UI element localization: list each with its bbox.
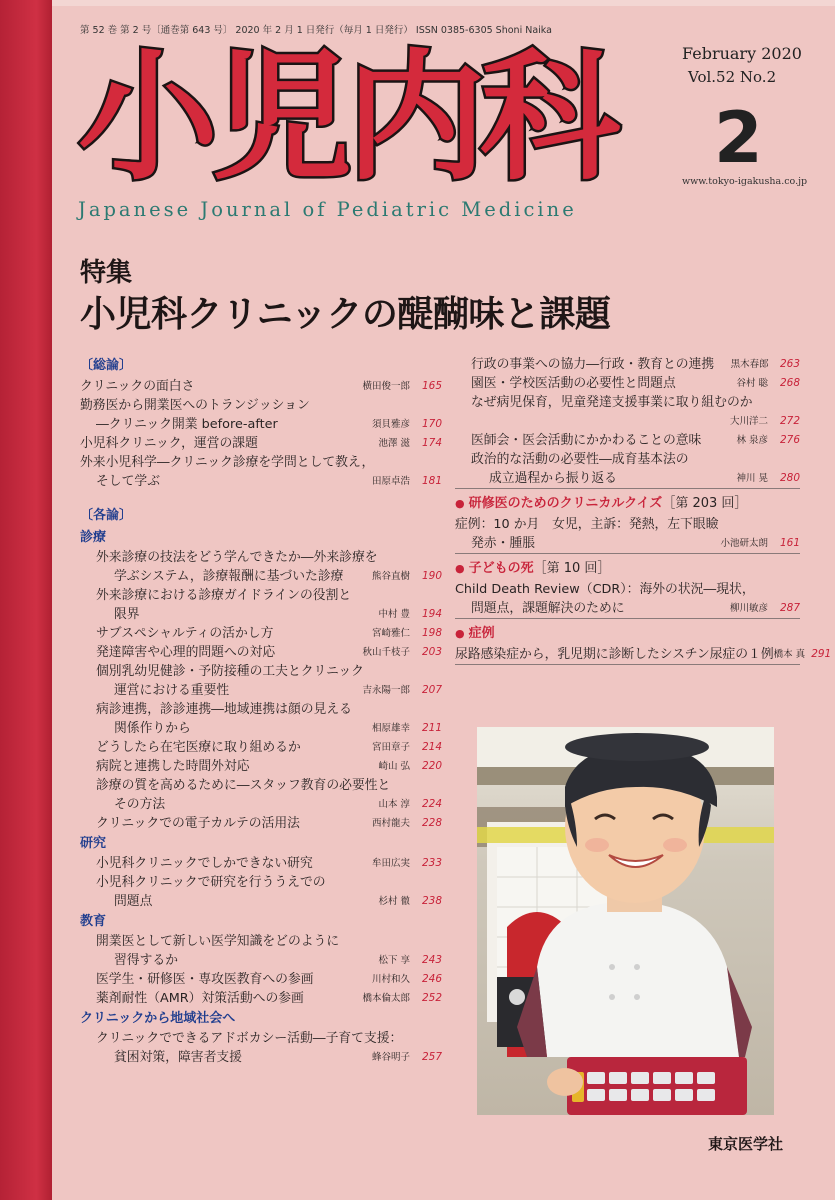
toc-right-column [455,355,832,665]
toc-entry-row [80,719,442,738]
toc-entry-row [455,645,832,664]
toc-entry-row [80,795,442,814]
toc-entry-title-line: 開業医として新しい医学知識をどのように [96,934,340,949]
bullet-icon: ● [455,497,465,510]
logo-char-3: 内 [346,37,481,200]
toc-entry-title-line: 勤務医から開業医へのトランジッション [80,398,310,413]
toc-entry [80,757,442,776]
toc-entry-page: 194 [421,608,442,620]
toc-entry-row [80,643,442,662]
toc-entry [455,355,800,374]
toc-entry-author: 須貝雅彦 [371,419,410,430]
toc-entry-title-line: 外来診療における診療ガイドラインの役割と [96,588,352,603]
toc-entry [80,453,442,491]
logo-char-2: 児 [212,37,347,200]
toc-entry-title-line: 政治的な活動の必要性―成育基本法の [471,452,689,467]
toc-category-diagnosis: 診療 [80,530,107,545]
toc-section-general: 〔総論〕 [80,358,133,373]
feature-label: 特集 [80,258,133,288]
toc-entry-author: 田原卓浩 [371,476,410,487]
toc-entry [455,393,800,431]
toc-entry [455,580,800,618]
toc-entry-title-line: 発赤・腫脹 [471,536,535,551]
child-death-title: 子どもの死 [468,561,534,576]
toc-entry-author: 横田俊一郎 [362,381,410,392]
toc-entry-page: 214 [421,741,442,753]
toc-entry-row [455,431,800,450]
toc-entry-author: 松下 享 [378,955,410,966]
toc-entry-title-line: 問題点 [114,894,153,909]
toc-entry-page: 263 [779,358,800,370]
toc-entry-author: 相原雄幸 [371,723,410,734]
toc-entry-title-line: 尿路感染症から，乳児期に診断したシスチン尿症の１例 [455,647,774,662]
toc-entry-page: 276 [779,434,800,446]
toc-entry-title-line: 病院と連携した時間外対応 [96,759,250,774]
toc-section-quiz [455,493,800,515]
toc-entry-author: 黒木春郎 [730,359,769,370]
journal-logo [78,37,615,200]
quiz-number: ［第 203 回］ [662,496,748,511]
toc-entry-title-line: クリニックでできるアドボカシー活動―子育て支援： [96,1031,403,1046]
divider [455,553,800,554]
toc-entry-title-line: そして学ぶ [96,474,160,489]
toc-entry-row [455,469,800,488]
toc-entry-row [80,434,442,453]
journal-english-title: Japanese Journal of Pediatric Medicine [78,198,577,221]
toc-entry-title-line: 限界 [114,607,140,622]
toc-entry [80,586,442,624]
toc-entry [80,873,442,911]
toc-category-community: クリニックから地域社会へ [80,1011,236,1026]
cover-photo-child-chef [477,727,774,1115]
toc-entry-title-line: 症例：10 か月 女児，主訴：発熱，左下眼瞼 [455,517,719,532]
toc-entry-page: 174 [421,437,442,449]
toc-entry-author: 熊谷直樹 [371,571,410,582]
toc-entry-row [80,377,442,396]
photo-illustration [477,727,774,1115]
toc-category-research: 研究 [80,836,107,851]
toc-section-case [455,623,800,645]
toc-entry-page: 207 [421,684,442,696]
divider [455,618,800,619]
toc-entry-page: 203 [421,646,442,658]
toc-entry-page: 190 [421,570,442,582]
cover-spine [0,0,52,1200]
toc-entry-page: 220 [421,760,442,772]
toc-entry [455,515,800,553]
toc-entry-author: 宮田章子 [371,742,410,753]
toc-entry [80,970,442,989]
toc-entry-author: 中村 豊 [378,609,410,620]
toc-entry [80,776,442,814]
toc-entry-row [80,951,442,970]
toc-entry-row [80,989,442,1008]
toc-entry-author: 牟田広実 [371,858,410,869]
toc-entry-row [80,1048,442,1067]
toc-entry-title-line: 問題点，課題解決のために [471,601,625,616]
toc-category-education: 教育 [80,914,107,929]
publisher-url: www.tokyo-igakusha.co.jp [682,176,808,187]
toc-entry [80,396,442,434]
toc-entry-author: 宮崎雅仁 [371,628,410,639]
toc-entry-row [80,681,442,700]
quiz-title: 研修医のためのクリニカルクイズ [468,496,663,511]
child-death-number: ［第 10 回］ [533,561,611,576]
toc-entry-author: 柳川敏彦 [729,603,768,614]
feature-title: 小児科クリニックの醍醐味と課題 [80,294,611,335]
logo-char-1: 小 [78,37,213,200]
toc-entry [455,645,832,664]
toc-entry-author: 橋本倫太郎 [362,993,410,1004]
toc-entry-row [80,757,442,776]
toc-entry-page: 161 [779,537,800,549]
toc-entry-title-line: 習得するか [114,953,178,968]
bullet-icon: ● [455,562,465,575]
logo-char-4: 科 [480,37,615,200]
toc-entry-author: 山本 淳 [378,799,410,810]
toc-entry-title-line: その方法 [114,797,166,812]
toc-entry-author: 大川洋二 [729,416,768,427]
toc-entry [80,989,442,1008]
toc-entry-title-line: 小児科クリニック，運営の課題 [80,436,258,451]
toc-entry [80,854,442,873]
toc-entry-page: 291 [811,648,832,660]
toc-entry-title-line: Child Death Review（CDR）：海外の状況―現状， [455,582,755,597]
toc-entry-row [80,415,442,434]
toc-entry-page: 257 [421,1051,442,1063]
case-title: 症例 [468,626,495,641]
toc-entry-page: 198 [421,627,442,639]
toc-entry-page: 170 [421,418,442,430]
toc-entry-page: 243 [421,954,442,966]
toc-entry [80,624,442,643]
toc-entry-page: 224 [421,798,442,810]
toc-entry-page: 181 [421,475,442,487]
toc-entry-row [80,892,442,911]
toc-entry-row [455,374,800,393]
toc-entry-author: 崎山 弘 [378,761,410,772]
toc-entry-page: 228 [421,817,442,829]
toc-entry [80,643,442,662]
toc-entry-title-line: 園医・学校医活動の必要性と問題点 [471,376,676,391]
toc-entry-title-line: 貧困対策，障害者支援 [114,1050,242,1065]
toc-entry-page: 272 [779,415,800,427]
toc-entry-title-line: ―クリニック開業 before-after [96,417,278,432]
divider [455,664,800,665]
toc-entry-row [80,605,442,624]
toc-entry-author: 林 泉彦 [736,435,768,446]
toc-entry-author: 吉永陽一郎 [362,685,410,696]
issue-info-line: 第 52 巻 第 2 号〔通巻第 643 号〕 2020 年 2 月 1 日発行（毎月 1 日発行） ISSN 0385-6305 Shoni Naika [80,25,552,36]
toc-entry-row [80,854,442,873]
toc-entry-page: 287 [779,602,800,614]
toc-entry [80,548,442,586]
toc-entry-title-line: 小児科クリニックで研究を行ううえでの [96,875,326,890]
toc-entry-title-line: 発達障害や心理的問題への対応 [96,645,276,660]
toc-entry-row [80,624,442,643]
toc-entry-row [80,567,442,586]
toc-entry-author: 西村龍夫 [371,818,410,829]
volume-number: Vol.52 No.2 [688,68,777,86]
toc-entry-title-line: クリニックでの電子カルテの活用法 [96,816,300,831]
toc-entry-author: 谷村 聡 [736,378,768,389]
toc-entry-author: 蜂谷明子 [371,1052,410,1063]
toc-entry-page: 165 [421,380,442,392]
toc-entry [455,431,800,450]
toc-entry [80,700,442,738]
toc-entry-title-line: 医師会・医会活動にかかわることの意味 [471,433,702,448]
toc-entry [80,932,442,970]
toc-entry-author: 橋本 真 [773,649,806,660]
toc-entry-title-line: 医学生・研修医・専攻医教育への参画 [96,972,314,987]
toc-entry-row [80,472,442,491]
toc-entry-title-line: 病診連携，診診連携―地域連携は顔の見える [96,702,352,717]
toc-entry-title-line: 外来診療の技法をどう学んできたか―外来診療を [96,550,378,565]
toc-entry-author: 小池研太朗 [720,538,768,549]
toc-entry [455,450,800,488]
toc-entry-page: 233 [421,857,442,869]
toc-entry-title-line: 学ぶシステム，診療報酬に基づいた診療 [114,569,344,584]
toc-entry-row [80,738,442,757]
toc-section-specific: 〔各論〕 [80,508,133,523]
toc-entry-page: 280 [779,472,800,484]
toc-entry-row [80,970,442,989]
toc-entry-title-line: 成立過程から振り返る [489,471,617,486]
toc-entry-title-line: 小児科クリニックでしかできない研究 [96,856,313,871]
toc-entry-row [80,814,442,833]
toc-entry-page: 211 [421,722,442,734]
toc-entry-page: 268 [779,377,800,389]
toc-entry [80,434,442,453]
divider [455,488,800,489]
toc-entry-author: 杉村 徹 [378,896,410,907]
toc-entry [80,377,442,396]
toc-entry-row [455,534,800,553]
publisher-name: 東京医学社 [708,1135,784,1153]
top-edge [52,0,835,6]
toc-entry-author: 秋山千枝子 [362,647,410,658]
toc-entry-author: 池澤 滋 [378,438,410,449]
bullet-icon: ● [455,627,465,640]
toc-entry-page: 246 [421,973,442,985]
toc-entry-title-line: なぜ病児保育，児童発達支援事業に取り組むのか [471,395,753,410]
toc-entry-title-line: 行政の事業への協力―行政・教育との連携 [471,357,715,372]
toc-entry-title-line: 外来小児科学―クリニック診療を学問として教え， [80,455,375,470]
toc-entry-author: 神川 晃 [736,473,768,484]
toc-entry-page: 238 [421,895,442,907]
toc-entry [455,374,800,393]
issue-month: February 2020 [682,44,802,63]
toc-entry [80,662,442,700]
toc-entry-title-line: 運営における重要性 [114,683,230,698]
toc-entry-page: 252 [421,992,442,1004]
toc-entry-title-line: 関係作りから [114,721,191,736]
toc-left-column [80,355,442,1067]
toc-entry-title-line: サブスペシャルティの活かし方 [96,626,274,641]
toc-entry [80,738,442,757]
toc-entry [80,1029,442,1067]
toc-entry-title-line: 診療の質を高めるために―スタッフ教育の必要性と [96,778,391,793]
toc-entry-title-line: どうしたら在宅医療に取り組めるか [96,740,301,755]
toc-entry [80,814,442,833]
toc-entry-title-line: 薬剤耐性（AMR）対策活動への参画 [96,991,304,1006]
toc-entry-row [455,355,800,374]
toc-entry-title-line: 個別乳幼児健診・予防接種の工夫とクリニック [96,664,364,679]
toc-entry-row [455,599,800,618]
toc-entry-author: 川村和久 [371,974,410,985]
issue-number: 2 [714,97,763,179]
toc-section-child-death [455,558,800,580]
toc-entry-title-line: クリニックの面白さ [80,379,195,394]
toc-entry-row [455,412,800,431]
